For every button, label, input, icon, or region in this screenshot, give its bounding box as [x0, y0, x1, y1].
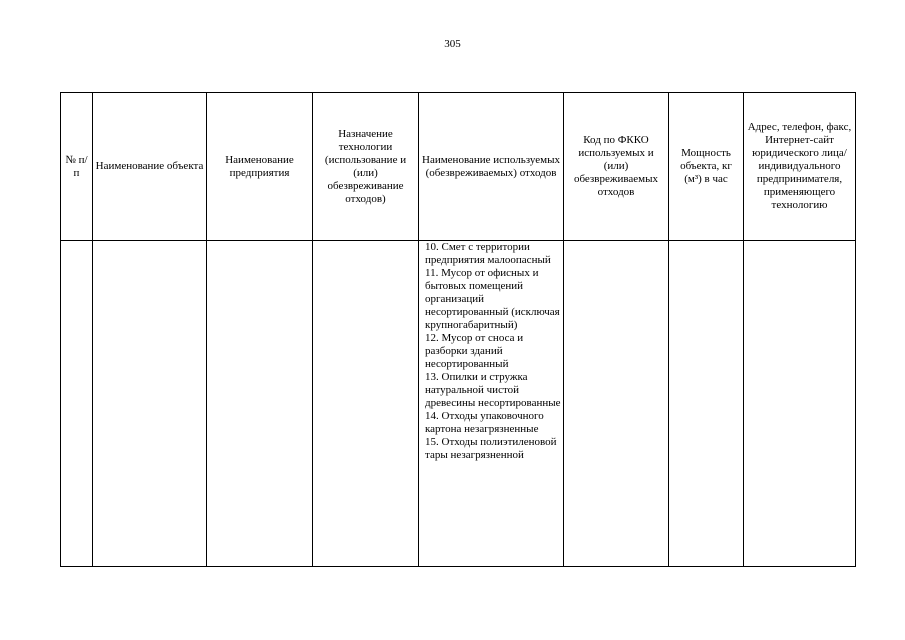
header-enterprise-name: Наименование предприятия: [207, 93, 313, 241]
waste-technology-table: [60, 92, 856, 567]
waste-item: 12. Мусор от сноса и разборки зданий несортированный: [425, 332, 524, 370]
waste-item: 11. Мусор от офисных и бытовых помещений организаций несортированный (исключая крупногабаритный): [425, 267, 560, 331]
header-fkko-code: Код по ФККО используемых и (или) обезвреживаемых отходов: [564, 93, 669, 241]
table-row: [61, 241, 856, 567]
header-address: Адрес, телефон, факс, Интернет-сайт юридического лица/индивидуального предпринимателя, применяющего технологию: [744, 93, 856, 241]
waste-item: 10. Смет с территории предприятия малоопасный: [425, 241, 551, 266]
cell-technology-purpose: [313, 241, 419, 567]
cell-object-name: [93, 241, 207, 567]
header-object-name: Наименование объекта: [93, 93, 207, 241]
header-waste-names: Наименование используемых (обезвреживаемых) отходов: [419, 93, 564, 241]
header-capacity: Мощность объекта, кг (м³) в час: [669, 93, 744, 241]
page-number: 305: [444, 38, 461, 50]
cell-address: [744, 241, 856, 567]
cell-capacity: [669, 241, 744, 567]
cell-enterprise-name: [207, 241, 313, 567]
waste-item: 14. Отходы упаковочного картона незагрязненные: [425, 410, 544, 435]
waste-item: 15. Отходы полиэтиленовой тары незагрязненной: [425, 436, 557, 461]
cell-waste-names: [419, 241, 564, 567]
cell-number: [61, 241, 93, 567]
header-technology-purpose: Назначение технологии (использование и (или) обезвреживание отходов): [313, 93, 419, 241]
table-header-row: [61, 93, 856, 241]
header-number: № п/п: [61, 93, 93, 241]
cell-fkko-code: [564, 241, 669, 567]
waste-item: 13. Опилки и стружка натуральной чистой древесины несортированные: [425, 371, 561, 409]
